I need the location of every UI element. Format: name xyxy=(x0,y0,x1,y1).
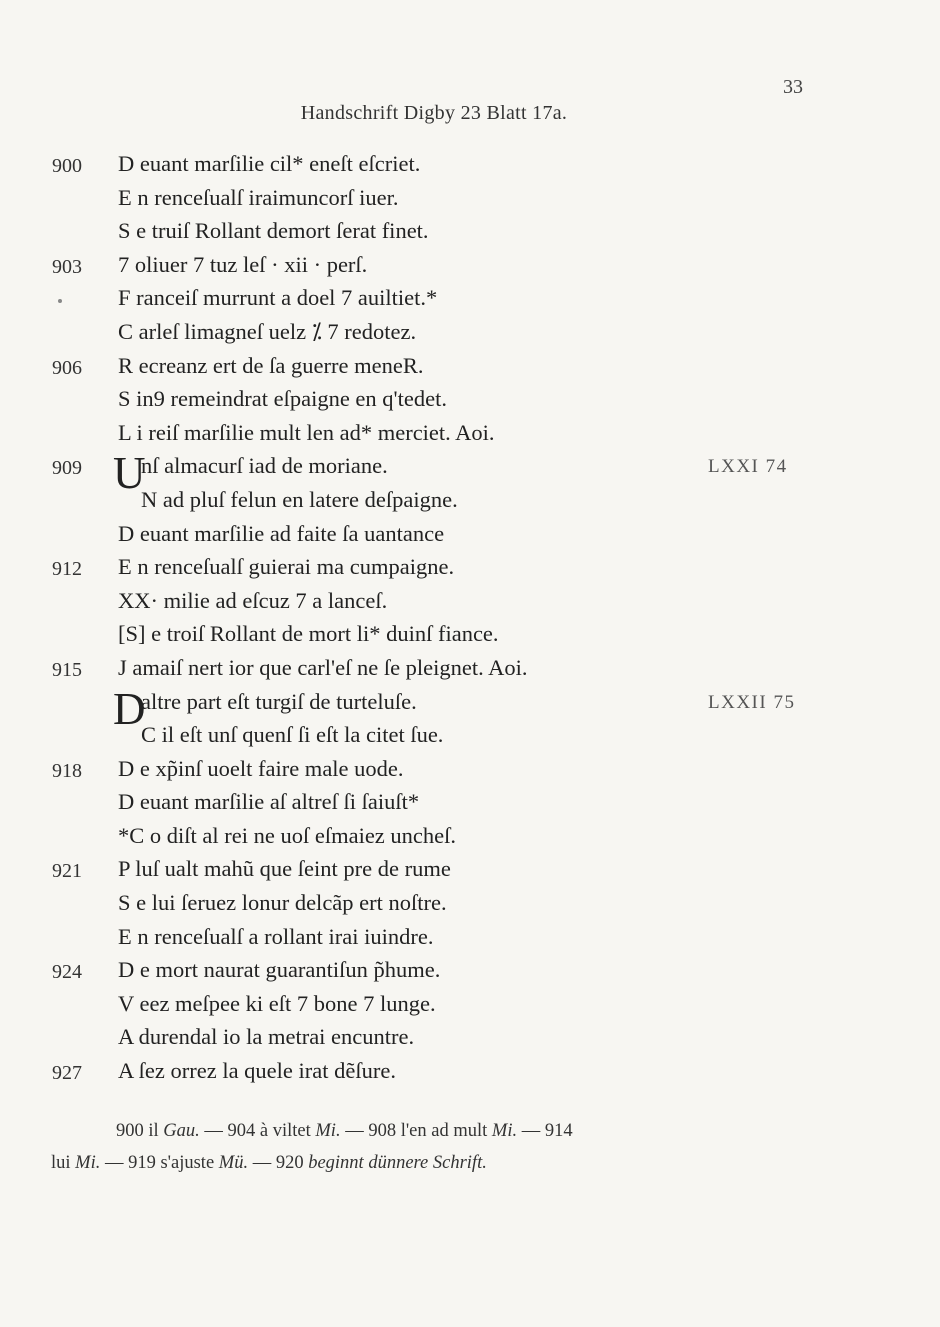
siglum: Gau. xyxy=(163,1121,200,1141)
verse-line xyxy=(0,924,940,958)
footnote-line-1 xyxy=(116,1121,573,1142)
verse-text: D euant marſilie cil* eneſt eſcriet. xyxy=(118,151,421,176)
footnote-text: 900 il xyxy=(116,1121,164,1141)
verse-line xyxy=(0,285,940,319)
verse-line xyxy=(0,521,940,555)
verse-number: 918 xyxy=(52,759,82,782)
siglum: Mü. xyxy=(218,1153,249,1173)
verse-number: 900 xyxy=(52,155,82,177)
siglum: Mi. xyxy=(491,1121,518,1141)
page-number: 33 xyxy=(783,76,803,98)
verse-number: 906 xyxy=(52,356,82,379)
verse-number: 924 xyxy=(52,961,82,984)
footnote-text: — 914 xyxy=(517,1121,573,1141)
verse-text: L i reiſ marſilie mult len ad* merciet. Aoi. xyxy=(118,419,495,445)
verse-text: D euant marſilie ad faite ſa uantance xyxy=(118,520,445,546)
verse-text: C arleſ limagneſ uelz ⁒ 7 redotez. xyxy=(118,318,417,344)
verse-line xyxy=(0,487,940,521)
footnote-text: — 908 l'en ad mult xyxy=(340,1121,492,1141)
verse-text: D euant marſilie aſ altreſ ſi ſaiuſt* xyxy=(118,789,420,815)
running-head: Handschrift Digby 23 Blatt 17a. xyxy=(300,102,568,124)
verse-line xyxy=(0,353,940,387)
verse-number: 921 xyxy=(52,860,82,883)
verse-line xyxy=(0,722,940,756)
verse-line xyxy=(0,621,940,655)
verse-text: S in9 remeindrat eſpaigne en q'tedet. xyxy=(118,386,447,412)
verse-text: E n renceſualſ guierai ma cumpaigne. xyxy=(118,554,455,580)
verse-line xyxy=(0,218,940,252)
verse-line xyxy=(0,386,940,420)
verse-text: P luſ ualt mahũ que ſeint pre de rume xyxy=(118,856,451,882)
verse-text: J amaiſ nert ior que carl'eſ ne ſe pleignet. Aoi. xyxy=(118,654,528,680)
verse-line xyxy=(0,1058,940,1092)
verse-text: D e xp̃inſ uoelt faire male uode. xyxy=(118,755,404,781)
footnote-line-2 xyxy=(51,1153,487,1174)
verse-line xyxy=(0,554,940,588)
laisse-number: LXXI 74 xyxy=(708,456,788,478)
verse-text: XX· milie ad eſcuz 7 a lanceſ. xyxy=(118,587,388,613)
verse-text: R ecreanz ert de ſa guerre meneR. xyxy=(118,352,424,378)
drop-initial: U xyxy=(113,448,146,499)
verse-text: S e lui ſeruez lonur delcãp ert noſtre. xyxy=(118,890,447,916)
verse-line xyxy=(0,151,940,185)
verse-text: D e mort naurat guarantiſun p̃hume. xyxy=(118,957,441,983)
verse-text: A ſez orrez la quele irat dẽſure. xyxy=(118,1058,396,1084)
verse-line xyxy=(0,991,940,1025)
verse-line xyxy=(0,588,940,622)
verse-number: 909 xyxy=(52,457,82,480)
verse-number: 903 xyxy=(52,255,82,278)
verse-text: S e truiſ Rollant demort ſerat finet. xyxy=(118,218,429,244)
verse-text: C il eſt unſ quenſ ſi eſt la citet ſue. xyxy=(141,722,444,748)
footnote-text: — 919 s'ajuste xyxy=(100,1153,219,1173)
margin-dot xyxy=(58,299,62,303)
verse-text: altre part eſt turgiſ de turteluſe. xyxy=(141,688,417,714)
siglum: Mi. xyxy=(75,1153,101,1173)
verse-line xyxy=(0,185,940,219)
verse-line xyxy=(0,890,940,924)
verse-text: nſ almacurſ iad de moriane. xyxy=(141,453,388,479)
footnote-text: — 904 à viltet xyxy=(199,1121,316,1141)
verse-line xyxy=(0,319,940,353)
verse-number: 927 xyxy=(52,1062,82,1085)
verse-text: F ranceiſ murrunt a doel 7 auiltiet.* xyxy=(118,285,438,311)
verse-number: 915 xyxy=(52,658,82,681)
verse-text: [S] e troiſ Rollant de mort li* duinſ fiance. xyxy=(118,621,499,647)
footnote-text: — 920 xyxy=(248,1153,309,1173)
verse-number: 912 xyxy=(52,558,82,581)
verse-line xyxy=(0,856,940,890)
footnote-text: lui xyxy=(51,1153,76,1173)
verse-text: V eez meſpee ki eſt 7 bone 7 lunge. xyxy=(118,990,436,1016)
verse-block xyxy=(0,151,940,1092)
verse-text: 7 oliuer 7 tuz leſ · xii · perſ. xyxy=(118,251,368,277)
verse-line xyxy=(0,756,940,790)
verse-line xyxy=(0,1024,940,1058)
laisse-number: LXXII 75 xyxy=(708,691,796,713)
verse-text: N ad pluſ felun en latere deſpaigne. xyxy=(141,486,458,512)
verse-text: E n renceſualſ iraimuncorſ iuer. xyxy=(118,184,399,210)
drop-initial: D xyxy=(113,683,146,734)
verse-text: *C o diſt al rei ne uoſ eſmaiez uncheſ. xyxy=(118,822,457,848)
verse-text: A durendal io la metrai encuntre. xyxy=(118,1024,415,1050)
siglum: beginnt dünnere Schrift. xyxy=(308,1153,487,1173)
siglum: Mi. xyxy=(315,1121,341,1141)
verse-line xyxy=(0,252,940,286)
verse-text: E n renceſualſ a rollant irai iuindre. xyxy=(118,923,434,949)
verse-line xyxy=(0,789,940,823)
verse-line xyxy=(0,683,940,734)
verse-line xyxy=(0,957,940,991)
verse-line xyxy=(0,823,940,857)
